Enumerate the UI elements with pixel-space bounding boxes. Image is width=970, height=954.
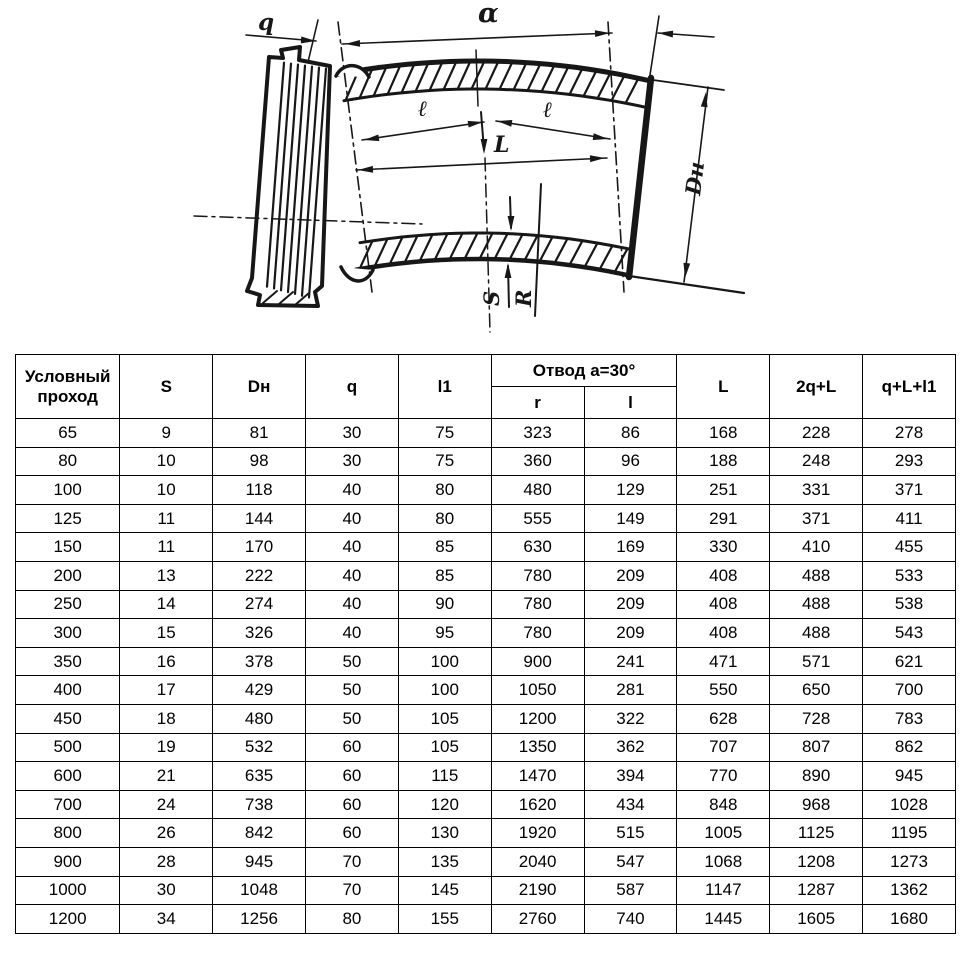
table-cell: 60 — [306, 762, 399, 791]
table-cell: 30 — [120, 876, 213, 905]
table-cell: 16 — [120, 647, 213, 676]
table-cell: 945 — [863, 762, 956, 791]
table-cell: 50 — [306, 647, 399, 676]
table-cell: 1050 — [491, 676, 584, 705]
table-cell: 900 — [491, 647, 584, 676]
table-cell: 209 — [584, 619, 677, 648]
table-cell: 81 — [213, 419, 306, 448]
table-cell: 209 — [584, 561, 677, 590]
table-cell: 19 — [120, 733, 213, 762]
table-cell: 150 — [16, 533, 120, 562]
table-cell: 251 — [677, 476, 770, 505]
table-row — [16, 847, 956, 876]
table-cell: 18 — [120, 704, 213, 733]
table-cell: 1208 — [770, 847, 863, 876]
table-cell: 149 — [584, 504, 677, 533]
table-cell: 571 — [770, 647, 863, 676]
table-cell: 125 — [16, 504, 120, 533]
table-cell: 85 — [398, 533, 491, 562]
table-cell: 630 — [491, 533, 584, 562]
table-cell: 60 — [306, 790, 399, 819]
dimensions-table — [15, 354, 956, 934]
table-row — [16, 704, 956, 733]
table-row — [16, 590, 956, 619]
table-cell: 281 — [584, 676, 677, 705]
table-cell: 278 — [863, 419, 956, 448]
header-l: l — [584, 387, 677, 419]
table-cell: 945 — [213, 847, 306, 876]
table-row — [16, 762, 956, 791]
table-cell: 480 — [491, 476, 584, 505]
L-dimension-label: L — [494, 132, 510, 158]
table-cell: 429 — [213, 676, 306, 705]
table-cell: 378 — [213, 647, 306, 676]
table-cell: 40 — [306, 561, 399, 590]
l-left-dimension-label: ℓ — [418, 96, 428, 122]
table-cell: 323 — [491, 419, 584, 448]
table-cell: 1068 — [677, 847, 770, 876]
table-cell: 538 — [863, 590, 956, 619]
table-cell: 968 — [770, 790, 863, 819]
table-cell: 26 — [120, 819, 213, 848]
table-cell: 85 — [398, 561, 491, 590]
table-row — [16, 619, 956, 648]
table-cell: 40 — [306, 476, 399, 505]
table-cell: 228 — [770, 419, 863, 448]
table-row — [16, 504, 956, 533]
table-cell: 86 — [584, 419, 677, 448]
table-cell: 1048 — [213, 876, 306, 905]
table-cell: 70 — [306, 876, 399, 905]
table-cell: 2760 — [491, 905, 584, 934]
table-cell: 118 — [213, 476, 306, 505]
table-cell: 90 — [398, 590, 491, 619]
table-cell: 800 — [16, 819, 120, 848]
header-q: q — [306, 355, 399, 419]
table-cell: 350 — [16, 647, 120, 676]
table-cell: 14 — [120, 590, 213, 619]
table-cell: 450 — [16, 704, 120, 733]
table-row — [16, 819, 956, 848]
table-cell: 783 — [863, 704, 956, 733]
table-cell: 848 — [677, 790, 770, 819]
q-dimension-label: q — [258, 9, 275, 36]
table-cell: 600 — [16, 762, 120, 791]
table-cell: 60 — [306, 819, 399, 848]
table-body — [16, 419, 956, 934]
table-cell: 1445 — [677, 905, 770, 934]
table-cell: 2190 — [491, 876, 584, 905]
table-cell: 1620 — [491, 790, 584, 819]
table-cell: 222 — [213, 561, 306, 590]
table-cell: 1287 — [770, 876, 863, 905]
table-cell: 188 — [677, 447, 770, 476]
table-cell: 621 — [863, 647, 956, 676]
table-cell: 28 — [120, 847, 213, 876]
table-cell: 250 — [16, 590, 120, 619]
table-cell: 587 — [584, 876, 677, 905]
header-dn: Dн — [213, 355, 306, 419]
table-cell: 135 — [398, 847, 491, 876]
table-cell: 1470 — [491, 762, 584, 791]
table-cell: 326 — [213, 619, 306, 648]
table-cell: 70 — [306, 847, 399, 876]
table-cell: 371 — [863, 476, 956, 505]
table-cell: 740 — [584, 905, 677, 934]
table-cell: 11 — [120, 533, 213, 562]
table-cell: 480 — [213, 704, 306, 733]
table-cell: 65 — [16, 419, 120, 448]
table-cell: 842 — [213, 819, 306, 848]
table-row — [16, 533, 956, 562]
dn-dimension-label: Dн — [680, 160, 710, 197]
table-cell: 1256 — [213, 905, 306, 934]
table-row — [16, 419, 956, 448]
header-r: r — [491, 387, 584, 419]
table-cell: 408 — [677, 619, 770, 648]
table-cell: 155 — [398, 905, 491, 934]
table-cell: 1362 — [863, 876, 956, 905]
table-cell: 34 — [120, 905, 213, 934]
table-cell: 21 — [120, 762, 213, 791]
table-cell: 2040 — [491, 847, 584, 876]
table-cell: 471 — [677, 647, 770, 676]
table-row — [16, 790, 956, 819]
table-cell: 533 — [863, 561, 956, 590]
table-cell: 322 — [584, 704, 677, 733]
table-cell: 96 — [584, 447, 677, 476]
table-cell: 1920 — [491, 819, 584, 848]
table-cell: 17 — [120, 676, 213, 705]
table-cell: 532 — [213, 733, 306, 762]
table-cell: 371 — [770, 504, 863, 533]
table-cell: 488 — [770, 590, 863, 619]
table-cell: 890 — [770, 762, 863, 791]
table-cell: 274 — [213, 590, 306, 619]
header-l1: l1 — [398, 355, 491, 419]
table-cell: 293 — [863, 447, 956, 476]
table-cell: 700 — [16, 790, 120, 819]
table-cell: 408 — [677, 590, 770, 619]
pipe-bend-drawing — [0, 0, 970, 350]
table-cell: 360 — [491, 447, 584, 476]
table-cell: 628 — [677, 704, 770, 733]
table-cell: 24 — [120, 790, 213, 819]
table-cell: 488 — [770, 561, 863, 590]
table-cell: 40 — [306, 533, 399, 562]
table-cell: 50 — [306, 676, 399, 705]
table-cell: 728 — [770, 704, 863, 733]
table-row — [16, 733, 956, 762]
table-cell: 555 — [491, 504, 584, 533]
s-dimension-label: S — [479, 290, 504, 306]
table-cell: 15 — [120, 619, 213, 648]
table-cell: 40 — [306, 619, 399, 648]
table-cell: 40 — [306, 504, 399, 533]
table-cell: 738 — [213, 790, 306, 819]
table-cell: 98 — [213, 447, 306, 476]
table-cell: 900 — [16, 847, 120, 876]
table-row — [16, 876, 956, 905]
table-cell: 1605 — [770, 905, 863, 934]
table-row — [16, 561, 956, 590]
table-cell: 40 — [306, 590, 399, 619]
table-cell: 1200 — [491, 704, 584, 733]
table-cell: 1125 — [770, 819, 863, 848]
table-cell: 434 — [584, 790, 677, 819]
table-cell: 807 — [770, 733, 863, 762]
table-cell: 650 — [770, 676, 863, 705]
table-cell: 129 — [584, 476, 677, 505]
table-cell: 105 — [398, 733, 491, 762]
table-cell: 75 — [398, 447, 491, 476]
table-cell: 1200 — [16, 905, 120, 934]
table-cell: 455 — [863, 533, 956, 562]
table-cell: 543 — [863, 619, 956, 648]
table-cell: 9 — [120, 419, 213, 448]
header-s: S — [120, 355, 213, 419]
table-row — [16, 447, 956, 476]
table-row — [16, 676, 956, 705]
table-cell: 80 — [306, 905, 399, 934]
table-cell: 707 — [677, 733, 770, 762]
table-cell: 1000 — [16, 876, 120, 905]
table-row — [16, 476, 956, 505]
header-uslovny-prohod: Условный проход — [16, 355, 120, 419]
table-cell: 11 — [120, 504, 213, 533]
table-cell: 291 — [677, 504, 770, 533]
table-row — [16, 647, 956, 676]
table-row — [16, 905, 956, 934]
table-cell: 100 — [16, 476, 120, 505]
table-cell: 80 — [398, 476, 491, 505]
table-cell: 100 — [398, 676, 491, 705]
l-right-dimension-label: ℓ — [543, 97, 553, 123]
table-cell: 145 — [398, 876, 491, 905]
table-cell: 80 — [16, 447, 120, 476]
table-cell: 1273 — [863, 847, 956, 876]
table-cell: 394 — [584, 762, 677, 791]
table-cell: 410 — [770, 533, 863, 562]
table-cell: 362 — [584, 733, 677, 762]
table-cell: 770 — [677, 762, 770, 791]
table-cell: 10 — [120, 476, 213, 505]
alpha-dimension-label: α — [478, 0, 499, 29]
table-cell: 500 — [16, 733, 120, 762]
table-cell: 30 — [306, 447, 399, 476]
table-cell: 168 — [677, 419, 770, 448]
table-cell: 95 — [398, 619, 491, 648]
table-cell: 200 — [16, 561, 120, 590]
table-cell: 1680 — [863, 905, 956, 934]
table-cell: 170 — [213, 533, 306, 562]
table-cell: 100 — [398, 647, 491, 676]
table-cell: 13 — [120, 561, 213, 590]
table-cell: 144 — [213, 504, 306, 533]
table-cell: 115 — [398, 762, 491, 791]
table-cell: 1005 — [677, 819, 770, 848]
table-cell: 408 — [677, 561, 770, 590]
table-cell: 209 — [584, 590, 677, 619]
header-L: L — [677, 355, 770, 419]
table-header — [16, 355, 956, 419]
table-cell: 80 — [398, 504, 491, 533]
table-cell: 515 — [584, 819, 677, 848]
table-cell: 248 — [770, 447, 863, 476]
header-2q-L: 2q+L — [770, 355, 863, 419]
table-cell: 50 — [306, 704, 399, 733]
table-cell: 780 — [491, 590, 584, 619]
table-cell: 10 — [120, 447, 213, 476]
table-cell: 130 — [398, 819, 491, 848]
r-dimension-label: R — [511, 289, 536, 307]
table-cell: 862 — [863, 733, 956, 762]
table-cell: 780 — [491, 561, 584, 590]
table-cell: 488 — [770, 619, 863, 648]
table-cell: 300 — [16, 619, 120, 648]
table-cell: 75 — [398, 419, 491, 448]
table-cell: 550 — [677, 676, 770, 705]
table-cell: 60 — [306, 733, 399, 762]
table-cell: 547 — [584, 847, 677, 876]
table-cell: 1195 — [863, 819, 956, 848]
header-otvod: Отвод a=30° — [491, 355, 677, 387]
table-cell: 411 — [863, 504, 956, 533]
table-cell: 105 — [398, 704, 491, 733]
table-cell: 1028 — [863, 790, 956, 819]
table-cell: 30 — [306, 419, 399, 448]
table-cell: 1350 — [491, 733, 584, 762]
table-cell: 330 — [677, 533, 770, 562]
table-cell: 780 — [491, 619, 584, 648]
table-cell: 635 — [213, 762, 306, 791]
table-cell: 700 — [863, 676, 956, 705]
technical-drawing — [0, 0, 970, 352]
table-cell: 241 — [584, 647, 677, 676]
table-cell: 331 — [770, 476, 863, 505]
table-cell: 120 — [398, 790, 491, 819]
table-cell: 1147 — [677, 876, 770, 905]
table-cell: 169 — [584, 533, 677, 562]
table-cell: 400 — [16, 676, 120, 705]
header-q-L-l1: q+L+l1 — [863, 355, 956, 419]
